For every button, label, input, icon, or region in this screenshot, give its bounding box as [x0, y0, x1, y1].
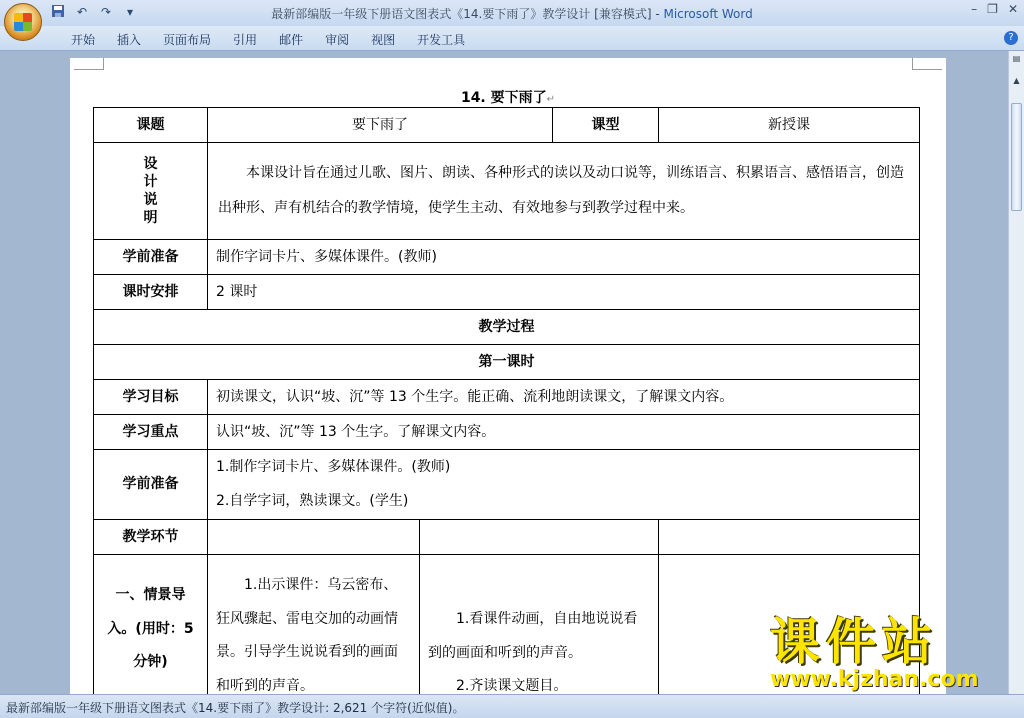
- hours-label-cell[interactable]: [94, 275, 208, 310]
- type-value-cell[interactable]: [659, 108, 920, 143]
- stage-empty-cell[interactable]: [420, 520, 659, 555]
- goal-value-cell[interactable]: [208, 380, 920, 415]
- design-text: 本课设计旨在通过儿歌、图片、朗读、各种形式的读以及动口说等，训练语言、积累语言、感悟语言，创造出种形、声有机结合的教学情境，使学生主动、有效地参与到教学过程中来。: [218, 165, 904, 216]
- table-row: [94, 143, 920, 240]
- status-bar: [0, 694, 1024, 718]
- table-row: [94, 520, 920, 555]
- process-header-cell[interactable]: [94, 310, 920, 345]
- process-header: 教学过程: [478, 318, 535, 335]
- table-row: [94, 415, 920, 450]
- type-value: 新授课: [768, 116, 810, 133]
- student-activity-cell[interactable]: [420, 555, 659, 695]
- restore-icon[interactable]: ❐: [987, 2, 998, 16]
- tab-references[interactable]: 引用: [233, 33, 258, 47]
- table-row: [94, 450, 920, 520]
- status-text: 最新部编版一年级下册语文图表式《14.要下雨了》教学设计: 2,621 个字符(近似值)。: [6, 701, 465, 715]
- title-bar: [0, 0, 1024, 26]
- intro-label-cell[interactable]: [94, 555, 208, 695]
- table-row: [94, 108, 920, 143]
- window-controls: [971, 2, 1018, 16]
- minimize-icon[interactable]: –: [971, 2, 978, 16]
- focus-value: 认识“坡、沉”等 13 个生字。了解课文内容。: [216, 423, 496, 440]
- office-button[interactable]: [4, 3, 42, 41]
- lesson1-header: 第一课时: [478, 353, 535, 370]
- window-title-document: 最新部编版一年级下册语文图表式《14.要下雨了》教学设计 [兼容模式]: [271, 7, 652, 21]
- stage-label: 教学环节: [122, 528, 179, 545]
- vertical-scrollbar[interactable]: [1008, 51, 1024, 694]
- topic-value: 要下雨了: [352, 116, 408, 133]
- margin-corner-left: [74, 58, 104, 70]
- focus-value-cell[interactable]: [208, 415, 920, 450]
- table-row: [94, 380, 920, 415]
- close-icon[interactable]: ✕: [1007, 2, 1018, 16]
- table-row: [94, 275, 920, 310]
- prep-value-cell[interactable]: [208, 240, 920, 275]
- watermark: [770, 615, 1010, 695]
- window-title-separator: -: [651, 7, 664, 21]
- design-text-cell[interactable]: [208, 143, 920, 240]
- table-row: [94, 345, 920, 380]
- lesson1-header-cell[interactable]: [94, 345, 920, 380]
- tab-mailings[interactable]: 邮件: [279, 33, 304, 47]
- tab-view[interactable]: 视图: [371, 33, 396, 47]
- topic-label: 课题: [136, 116, 165, 133]
- ribbon-tabs: [60, 31, 476, 48]
- tab-developer[interactable]: 开发工具: [417, 33, 466, 47]
- goal-label-cell[interactable]: [94, 380, 208, 415]
- lesson-plan-table: [93, 107, 920, 694]
- focus-label: 学习重点: [122, 423, 179, 440]
- table-row: [94, 310, 920, 345]
- tab-home[interactable]: 开始: [71, 33, 96, 47]
- design-label-cell[interactable]: [94, 143, 208, 240]
- hours-label: 课时安排: [122, 283, 179, 300]
- topic-label-cell[interactable]: [94, 108, 208, 143]
- prep-label: 学前准备: [122, 248, 179, 265]
- goal-value: 初读课文，认识“坡、沉”等 13 个生字。能正确、流利地朗读课文，了解课文内容。: [216, 388, 734, 405]
- scroll-up-icon[interactable]: ▲: [1013, 76, 1020, 85]
- student-text-1: 1.看课件动画，自由地说说看到的画面和听到的声音。: [428, 611, 638, 661]
- watermark-url: www.kjzhan.com: [770, 667, 979, 692]
- tab-insert[interactable]: 插入: [117, 33, 142, 47]
- margin-corner-right: [912, 58, 942, 70]
- office-logo-icon: [14, 13, 32, 31]
- window-title-app: Microsoft Word: [663, 7, 753, 21]
- document-page[interactable]: [70, 58, 946, 694]
- prep2-label-cell[interactable]: [94, 450, 208, 520]
- focus-label-cell[interactable]: [94, 415, 208, 450]
- prep2-line2: 2.自学字词，熟读课文。(学生): [216, 492, 409, 509]
- hours-value: 2 课时: [216, 283, 258, 300]
- prep-value: 制作字词卡片、多媒体课件。(教师): [216, 248, 437, 265]
- document-title-text: 14. 要下雨了: [460, 90, 547, 106]
- design-label: 设计说明: [143, 155, 158, 227]
- ribbon: [0, 26, 1024, 51]
- stage-label-cell[interactable]: [94, 520, 208, 555]
- undo-icon[interactable]: ↶: [76, 5, 88, 19]
- goal-label: 学习目标: [122, 388, 179, 405]
- paragraph-mark-icon: ↵: [546, 94, 556, 105]
- teacher-text: 1.出示课件：乌云密布、狂风骤起、雷电交加的动画情景。引导学生说说看到的画面和听到的声音。: [216, 577, 398, 694]
- document-title: [70, 87, 946, 107]
- watermark-logo: 课件站: [770, 613, 938, 671]
- hours-value-cell[interactable]: [208, 275, 920, 310]
- tab-review[interactable]: 审阅: [325, 33, 350, 47]
- document-workspace: [0, 51, 1008, 694]
- redo-icon[interactable]: ↷: [100, 5, 112, 19]
- ruler-toggle-icon[interactable]: ▤: [1012, 54, 1021, 63]
- prep2-line1: 1.制作字词卡片、多媒体课件。(教师): [216, 458, 451, 475]
- prep2-label: 学前准备: [122, 476, 179, 493]
- type-label-cell[interactable]: [553, 108, 659, 143]
- stage-empty-cell[interactable]: [208, 520, 420, 555]
- type-label: 课型: [591, 116, 620, 133]
- prep2-value-cell[interactable]: [208, 450, 920, 520]
- student-text-2: 2.齐读课文题目。: [456, 678, 568, 694]
- help-icon[interactable]: ?: [1004, 31, 1018, 45]
- customize-qat-icon[interactable]: ▾: [126, 5, 134, 19]
- prep-label-cell[interactable]: [94, 240, 208, 275]
- topic-value-cell[interactable]: [208, 108, 553, 143]
- scroll-thumb[interactable]: [1011, 103, 1022, 211]
- window-title: [0, 5, 1024, 22]
- teacher-activity-cell[interactable]: [208, 555, 420, 695]
- tab-page-layout[interactable]: 页面布局: [163, 33, 212, 47]
- table-row: [94, 240, 920, 275]
- stage-empty-cell[interactable]: [659, 520, 920, 555]
- intro-label: 一、情景导入。(用时：5 分钟): [107, 587, 194, 671]
